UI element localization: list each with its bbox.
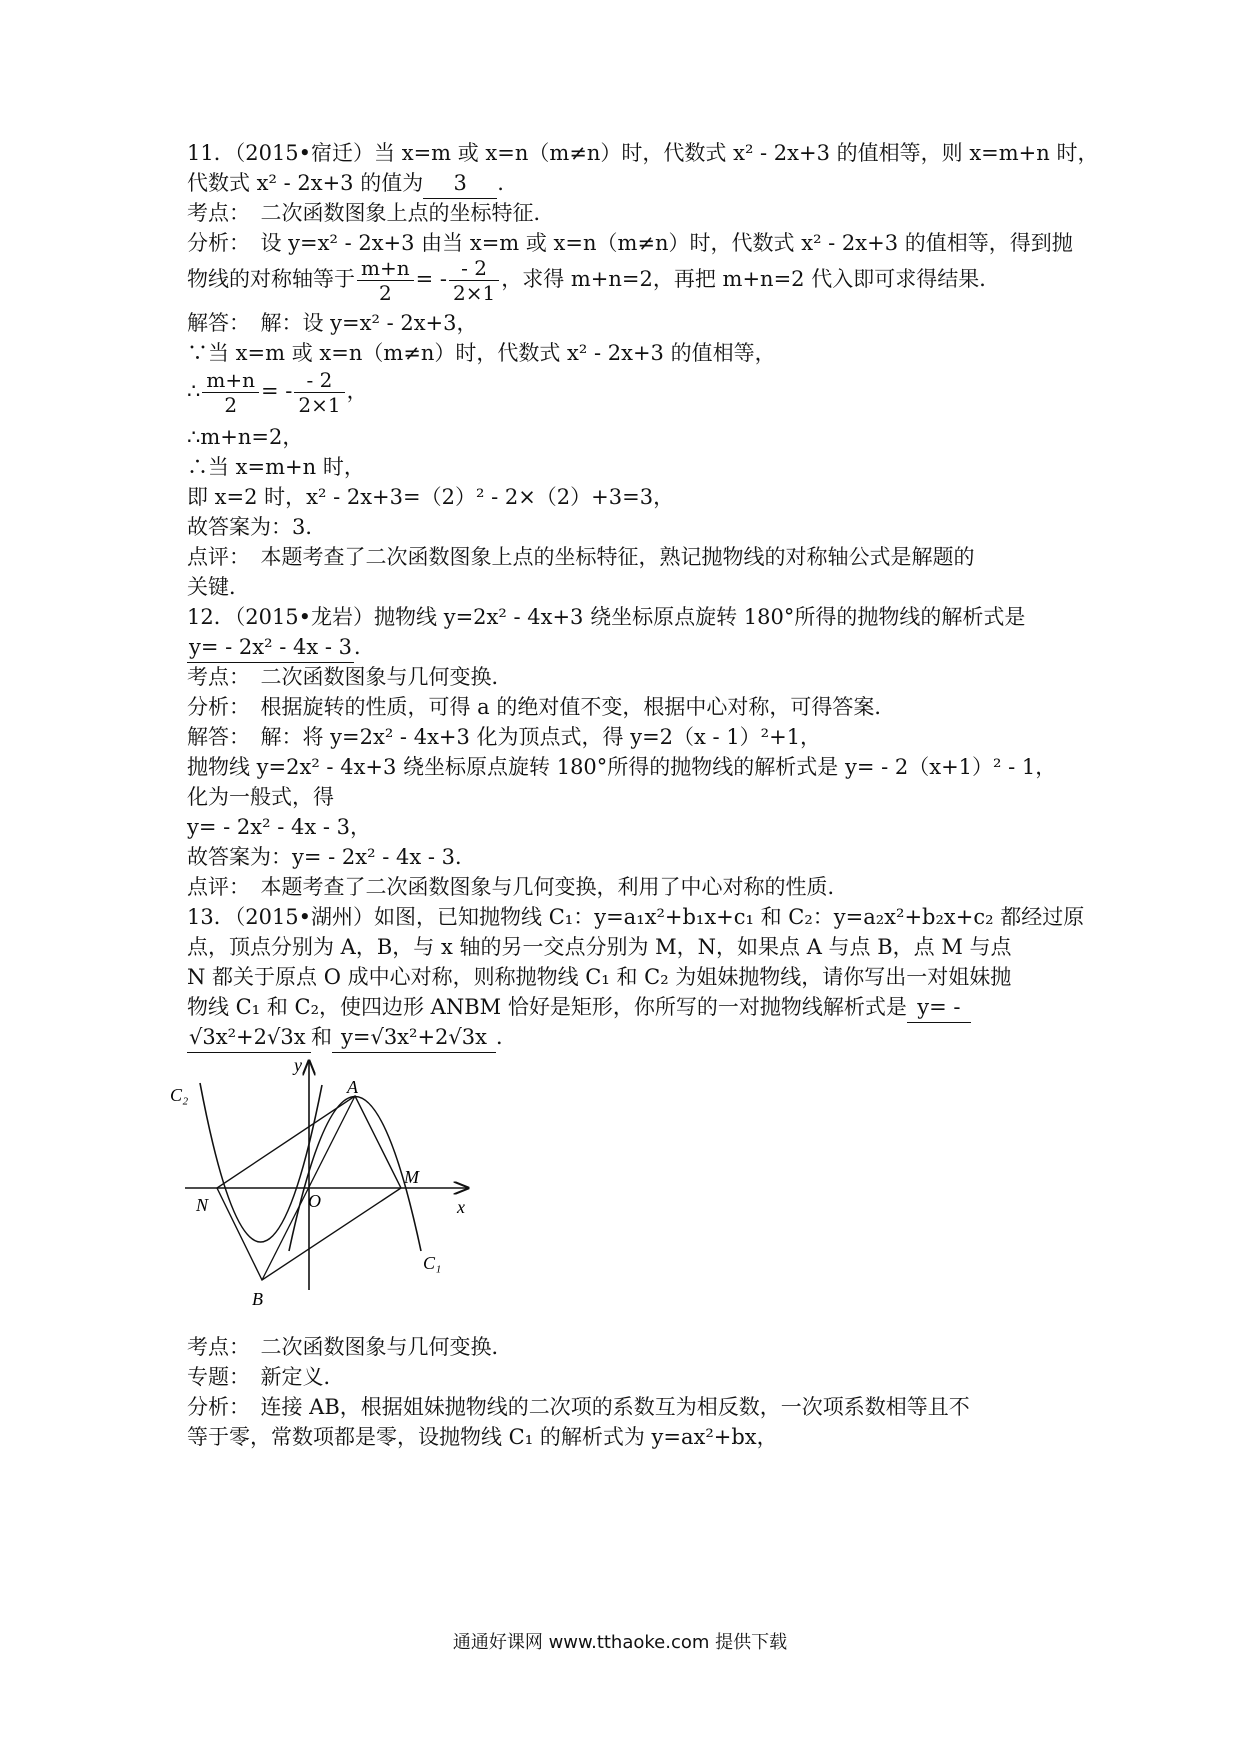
curve-c2 [200,1083,322,1242]
label-b: B [252,1289,263,1309]
eq-minus: = - [415,267,447,291]
p13-answer-part2: √3x²+2√3x [187,1022,311,1053]
p11-jieda-3 [187,364,368,418]
eq-minus: = - [260,379,293,403]
p11-line-2 [187,168,504,199]
fraction-1 [357,256,414,305]
parabola-figure [170,1055,540,1330]
frac-num: m+n [202,368,259,393]
frac-num: - 2 [294,368,344,393]
p13-fenxi-1: 分析： 连接 AB，根据姐妹抛物线的二次项的系数互为相反数，一次项系数相等且不 [187,1395,970,1419]
label-c2: C₂ [170,1085,189,1105]
p12-answer: y= - 2x² - 4x - 3 [187,632,354,663]
p11-jieda-1: 解答： 解：设 y=x² - 2x+3， [187,311,478,335]
p12-kaodian: 考点： 二次函数图象与几何变换． [187,665,513,689]
fraction-2 [449,256,499,305]
frac-den: 2 [378,281,392,305]
label-a: A [347,1077,358,1097]
p11-dianping-1: 点评： 本题考查了二次函数图象上点的坐标特征，熟记抛物线的对称轴公式是解题的 [187,545,975,569]
p11-jieda-6: 即 x=2 时，x² - 2x+3=（2）² - 2×（2）+3=3， [187,485,675,509]
p11-jieda-2: ∵当 x=m 或 x=n（m≠n）时，代数式 x² - 2x+3 的值相等， [187,341,776,365]
label-c1: C₁ [423,1253,442,1273]
p12-line-2 [187,632,375,663]
fraction-3 [202,368,259,417]
p11-line-1: 11．（2015•宿迁）当 x=m 或 x=n（m≠n）时，代数式 x² - 2x+3 的值相等，则 x=m+n 时， [187,141,1099,165]
p13-fenxi-2: 等于零，常数项都是零，设抛物线 C₁ 的解析式为 y=ax²+bx， [187,1425,778,1449]
p13-zhuanti: 专题： 新定义． [187,1365,345,1389]
frac-den: 2×1 [298,393,341,417]
frac-den: 2 [224,393,238,417]
label-m: M [404,1167,419,1187]
p11-fenxi-2 [187,252,1000,306]
p11-jieda-4: ∴m+n=2， [187,425,304,449]
frac-num: - 2 [449,256,499,281]
p12-jieda-4: y= - 2x² - 4x - 3， [187,815,371,839]
p11-answer-line: 故答案为：3． [187,515,327,539]
p12-fenxi: 分析： 根据旋转的性质，可得 a 的绝对值不变，根据中心对称，可得答案． [187,695,896,719]
p12-dianping: 点评： 本题考查了二次函数图象与几何变换，利用了中心对称的性质． [187,875,849,899]
label-x: x [457,1197,465,1217]
p12-line-1: 12．（2015•龙岩）抛物线 y=2x² - 4x+3 绕坐标原点旋转 180°所得的抛物线的解析式是 [187,605,1026,629]
p11-text: 代数式 x² - 2x+3 的值为 [187,171,424,195]
p13-line-3: N 都关于原点 O 成中心对称，则称抛物线 C₁ 和 C₂ 为姐妹抛物线，请你写出一对姐妹抛 [187,965,1012,989]
p12-period: ． [354,635,375,659]
p13-answer-part1: y= - [907,992,971,1023]
label-o: O [308,1191,321,1211]
frac-den: 2×1 [452,281,496,305]
label-y: y [294,1055,302,1075]
label-n: N [196,1195,209,1215]
p12-jieda-2: 抛物线 y=2x² - 4x+3 绕坐标原点旋转 180°所得的抛物线的解析式是 y= - 2（x+1）² - 1， [187,755,1057,779]
p12-answer-line: 故答案为：y= - 2x² - 4x - 3． [187,845,476,869]
p12-jieda-3: 化为一般式，得 [187,785,334,809]
therefore: ∴ [187,379,201,403]
p11-fenxi-tail: ，求得 m+n=2，再把 m+n=2 代入即可求得结果． [501,267,1001,291]
fraction-4 [294,368,344,417]
p11-answer: 3 [423,168,497,199]
p13-text: 物线 C₁ 和 C₂，使四边形 ANBM 恰好是矩形，你所写的一对抛物线解析式是 [187,995,907,1019]
p11-kaodian: 考点： 二次函数图象上点的坐标特征． [187,201,555,225]
p11-fenxi-text: 物线的对称轴等于 [187,267,355,291]
p11-jieda-5: ∴当 x=m+n 时， [187,455,365,479]
p13-line-1: 13．（2015•湖州）如图，已知抛物线 C₁：y=a₁x²+b₁x+c₁ 和 C₂：y=a₂x²+b₂x+c₂ 都经过原 [187,905,1085,929]
p13-answer-part3: y=√3x²+2√3x [332,1022,496,1053]
p13-period: ． [496,1025,517,1049]
p13-line-2: 点，顶点分别为 A，B，与 x 轴的另一交点分别为 M，N，如果点 A 与点 B，点 M 与点 [187,935,1012,959]
p11-dianping-2: 关键． [187,575,250,599]
p13-line-4 [187,992,971,1023]
comma: ， [346,379,368,403]
p11-fenxi-1: 分析： 设 y=x² - 2x+3 由当 x=m 或 x=n（m≠n）时，代数式 x² - 2x+3 的值相等，得到抛 [187,231,1073,255]
p12-jieda-1: 解答： 解：将 y=2x² - 4x+3 化为顶点式，得 y=2（x - 1）²+1， [187,725,822,749]
p13-kaodian: 考点： 二次函数图象与几何变换． [187,1335,513,1359]
footer: 通通好课网 www.tthaoke.com 提供下载 [452,1632,788,1653]
and: 和 [311,1025,332,1049]
p13-line-5 [187,1022,517,1053]
p11-period: . [497,171,504,195]
frac-num: m+n [357,256,414,281]
